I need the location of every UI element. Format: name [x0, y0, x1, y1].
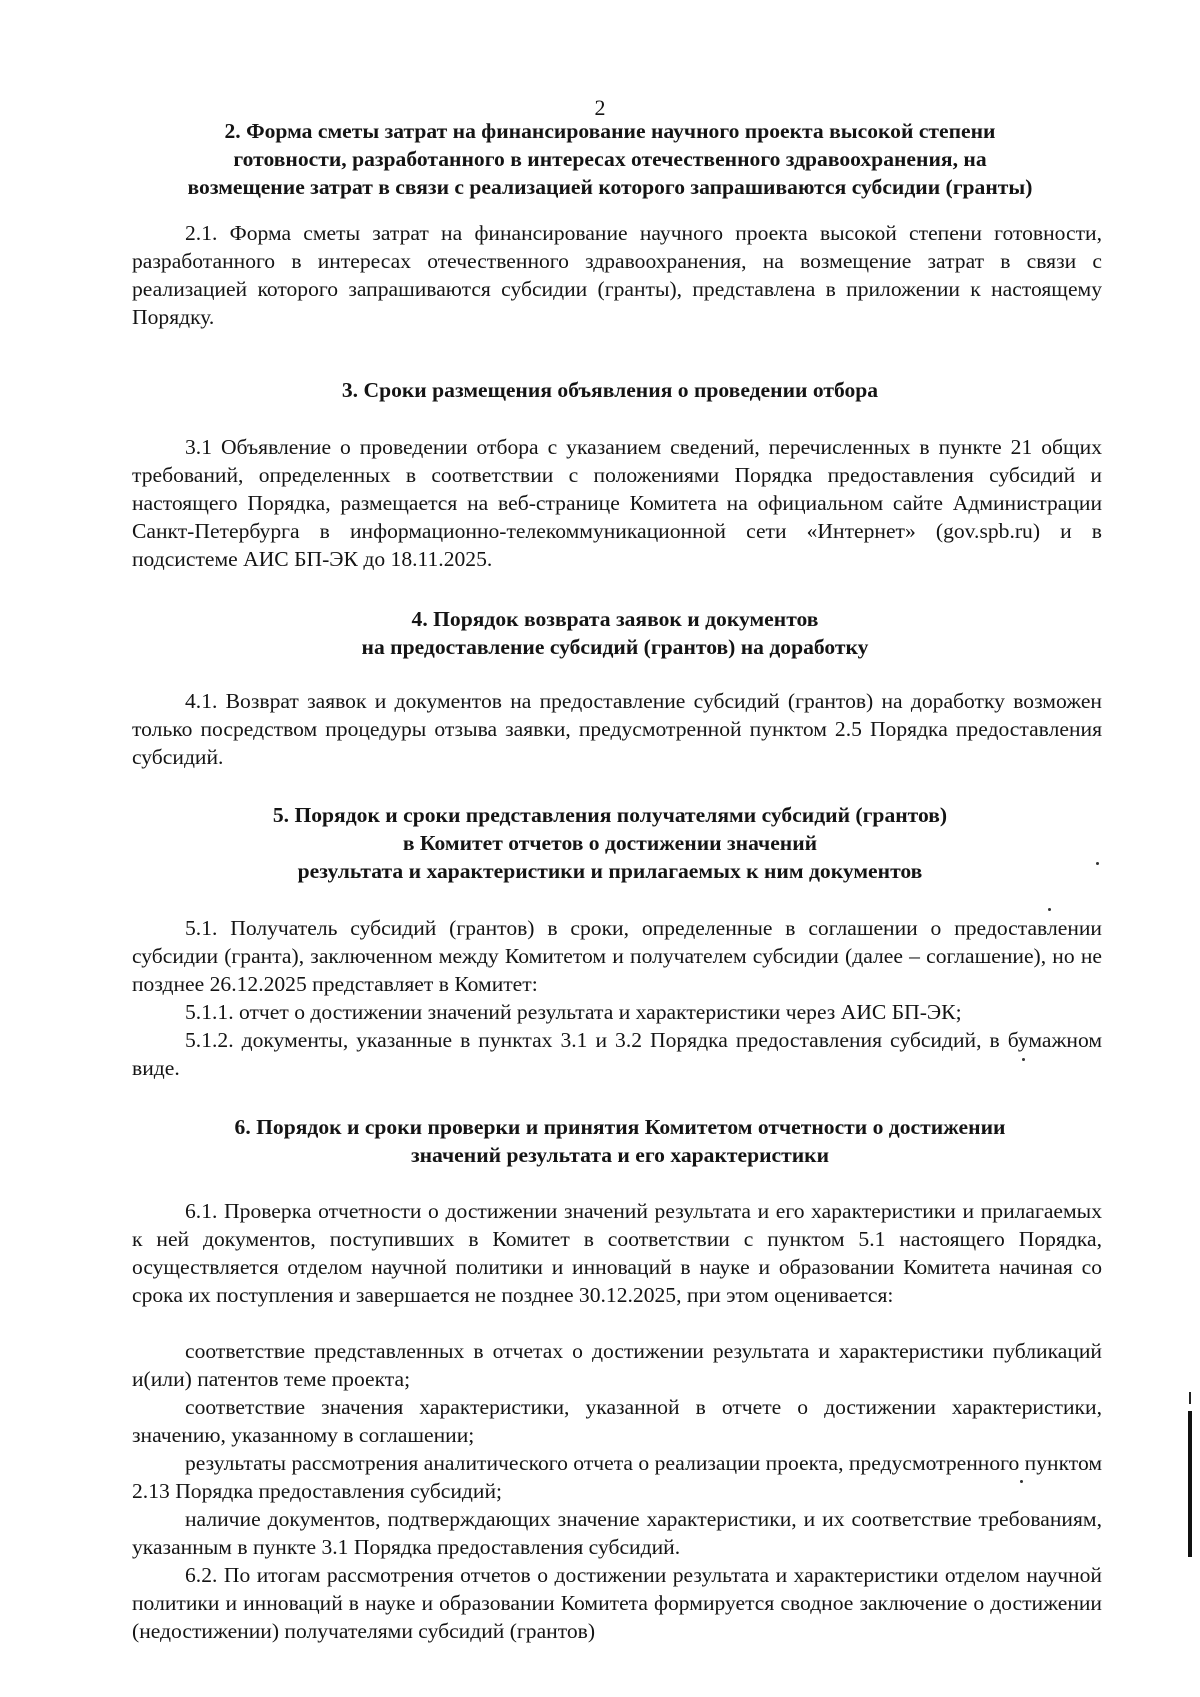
heading-line: значений результата и его характеристики	[410, 1143, 830, 1167]
criterion-publications: соответствие представленных в отчетах о достижении результата и характеристики публикаций и(или) патентов теме проекта;	[132, 1339, 1102, 1391]
section-2-heading	[150, 117, 1070, 201]
heading-line: 6. Порядок и сроки проверки и принятия Комитетом отчетности о достижении	[234, 1115, 1006, 1139]
heading-line: результата и характеристики и прилагаемых к ним документов	[297, 859, 923, 883]
page-number: 2	[594, 95, 606, 120]
heading-line: 2. Форма сметы затрат на финансирование научного проекта высокой степени	[224, 119, 996, 143]
paragraph-2-1: 2.1. Форма сметы затрат на финансирование научного проекта высокой степени готовности, разработанного в интересах отечественного здравоохранения, на возмещение затрат в связи с реализацией которого запрашиваются субсидии (гранты), представлена в приложении к настоящему Порядку.	[132, 221, 1102, 329]
paragraph-6-1: 6.1. Проверка отчетности о достижении значений результата и его характеристики и прилагаемых к ней документов, поступивших в Комитет в соответствии с пунктом 5.1 настоящего Порядка, осуществляется отделом научной политики и инноваций в науке и образовании Комитета начиная со срока их поступления и завершается не позднее 30.12.2025, при этом оценивается:	[132, 1199, 1102, 1307]
scan-mark-tick	[1189, 1392, 1191, 1404]
section-3-heading	[150, 376, 1070, 404]
criterion-supporting-documents: наличие документов, подтверждающих значение характеристики, и их соответствие требованиям, указанным в пункте 3.1 Порядка предоставления субсидий.	[132, 1507, 1102, 1559]
paragraph-4-1: 4.1. Возврат заявок и документов на предоставление субсидий (грантов) на доработку возможен только посредством процедуры отзыва заявки, предусмотренной пунктом 2.5 Порядка предоставления субсидий.	[132, 689, 1102, 769]
paragraph-5-1: 5.1. Получатель субсидий (грантов) в сроки, определенные в соглашении о предоставлении субсидии (гранта), заключенном между Комитетом и получателем субсидии (далее – соглашение), но не позднее 26.12.2025 представляет в Комитет:	[132, 916, 1102, 996]
paragraph-3-1: 3.1 Объявление о проведении отбора с указанием сведений, перечисленных в пункте 21 общих требований, определенных в соответствии с положениями Порядка предоставления субсидий и настоящего Порядка, размещается на веб-странице Комитета на официальном сайте Администрации Санкт-Петербурга в информационно-телекоммуникационной сети «Интернет» (gov.spb.ru) и в подсистеме АИС БП-ЭК до 18.11.2025.	[132, 435, 1102, 571]
criterion-characteristic-value: соответствие значения характеристики, указанной в отчете о достижении характеристики, значению, указанному в соглашении;	[132, 1395, 1102, 1447]
section-6-heading	[150, 1113, 1090, 1169]
scan-dot	[1022, 1058, 1025, 1061]
scan-dot	[1096, 862, 1099, 865]
heading-line: 5. Порядок и сроки представления получателями субсидий (грантов)	[272, 803, 948, 827]
scan-mark-bar	[1188, 1411, 1192, 1557]
heading-line: на предоставление субсидий (грантов) на доработку	[361, 635, 869, 659]
heading-line: возмещение затрат в связи с реализацией которого запрашиваются субсидии (гранты)	[187, 175, 1033, 199]
paragraph-5-1-1: 5.1.1. отчет о достижении значений результата и характеристики через АИС БП-ЭК;	[185, 1000, 962, 1024]
heading-line: 3. Сроки размещения объявления о проведении отбора	[341, 378, 879, 402]
section-5-heading	[150, 801, 1070, 885]
criterion-analytical-report: результаты рассмотрения аналитического отчета о реализации проекта, предусмотренного пунктом 2.13 Порядка предоставления субсидий;	[132, 1451, 1102, 1503]
heading-line: 4. Порядок возврата заявок и документов	[411, 607, 819, 631]
scan-dot	[1020, 1480, 1023, 1483]
paragraph-6-2: 6.2. По итогам рассмотрения отчетов о достижении результата и характеристики отделом научной политики и инноваций в науке и образовании Комитета формируется сводное заключение о достижении (недостижении) получателями субсидий (грантов)	[132, 1563, 1102, 1643]
heading-line: в Комитет отчетов о достижении значений	[402, 831, 818, 855]
heading-line: готовности, разработанного в интересах отечественного здравоохранения, на	[233, 147, 987, 171]
section-4-heading	[150, 605, 1080, 661]
scan-dot	[1048, 908, 1051, 911]
paragraph-5-1-2: 5.1.2. документы, указанные в пунктах 3.1 и 3.2 Порядка предоставления субсидий, в бумажном виде.	[132, 1028, 1102, 1080]
